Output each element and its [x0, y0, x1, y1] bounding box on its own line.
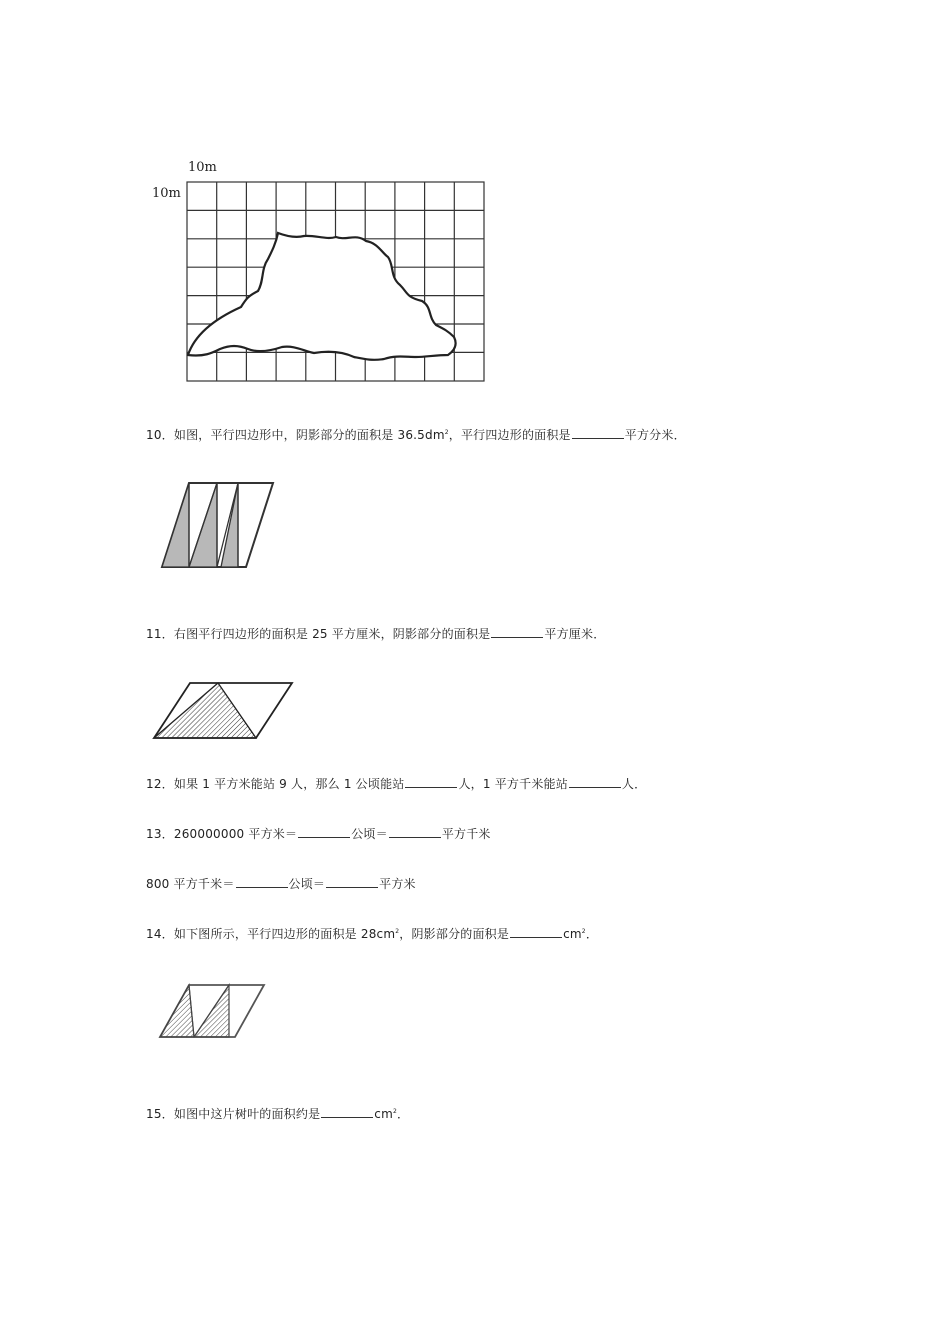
- question-text: ，阴影部分的面积是: [399, 927, 510, 941]
- question-text: cm: [563, 927, 582, 941]
- question-text: 260000000 平方米＝: [173, 827, 298, 841]
- question-number: 10．: [146, 428, 174, 442]
- question-text: 公顷＝: [288, 877, 326, 891]
- answer-blank[interactable]: [298, 826, 350, 838]
- answer-blank[interactable]: [405, 776, 457, 788]
- answer-blank[interactable]: [389, 826, 441, 838]
- question-text: 平方厘米．: [544, 627, 606, 641]
- question-14: [146, 926, 598, 942]
- question-text: 公顷＝: [351, 827, 388, 841]
- question-12: [146, 776, 646, 792]
- question-text: 平方米: [379, 877, 416, 891]
- question-number: 11．: [146, 627, 174, 641]
- question-text: 如图中这片树叶的面积约是: [173, 1107, 321, 1121]
- question-10: [146, 427, 686, 443]
- question-number: 15．: [146, 1107, 174, 1121]
- question-13-line-2: [146, 876, 416, 892]
- question-11: [146, 626, 605, 642]
- answer-blank[interactable]: [321, 1106, 373, 1118]
- question-text: 人，1 平方千米能站: [458, 777, 568, 791]
- question-text: 如图，平行四边形中，阴影部分的面积是 36.5dm: [173, 428, 445, 442]
- question-text: 如下图所示，平行四边形的面积是 28cm: [173, 927, 396, 941]
- question-text: ．: [585, 927, 599, 941]
- answer-blank[interactable]: [510, 926, 562, 938]
- question-text: 人．: [621, 777, 647, 791]
- figure-q10-parallelogram: [155, 480, 280, 572]
- question-text: 平方分米．: [624, 428, 686, 442]
- lake-shape: [188, 233, 456, 360]
- answer-blank[interactable]: [569, 776, 621, 788]
- question-text: ．: [397, 1107, 410, 1121]
- question-text: cm: [374, 1107, 393, 1121]
- question-text: ，平行四边形的面积是: [448, 428, 571, 442]
- question-number: 14．: [146, 927, 174, 941]
- grid-left-label: 10m: [152, 186, 181, 201]
- superscript: 2: [395, 928, 400, 935]
- question-number: 12．: [146, 777, 174, 791]
- question-text: 右图平行四边形的面积是 25 平方厘米，阴影部分的面积是: [173, 627, 491, 641]
- answer-blank[interactable]: [491, 626, 543, 638]
- question-number: 13．: [146, 827, 174, 841]
- grid-top-label: 10m: [188, 160, 217, 175]
- superscript: 2: [581, 928, 586, 935]
- question-text: 如果 1 平方米能站 9 人，那么 1 公顷能站: [173, 777, 405, 791]
- grid-lake-figure: [186, 181, 486, 383]
- question-text: 800 平方千米＝: [146, 877, 235, 891]
- question-13-line-1: [146, 826, 491, 842]
- answer-blank[interactable]: [236, 876, 288, 888]
- answer-blank[interactable]: [326, 876, 378, 888]
- question-text: 平方千米: [441, 827, 491, 841]
- figure-q11-parallelogram: [150, 680, 296, 742]
- answer-blank[interactable]: [572, 427, 624, 439]
- question-15: [146, 1106, 409, 1122]
- superscript: 2: [392, 1108, 397, 1115]
- figure-q14-parallelogram: [156, 982, 268, 1042]
- superscript: 2: [444, 429, 449, 436]
